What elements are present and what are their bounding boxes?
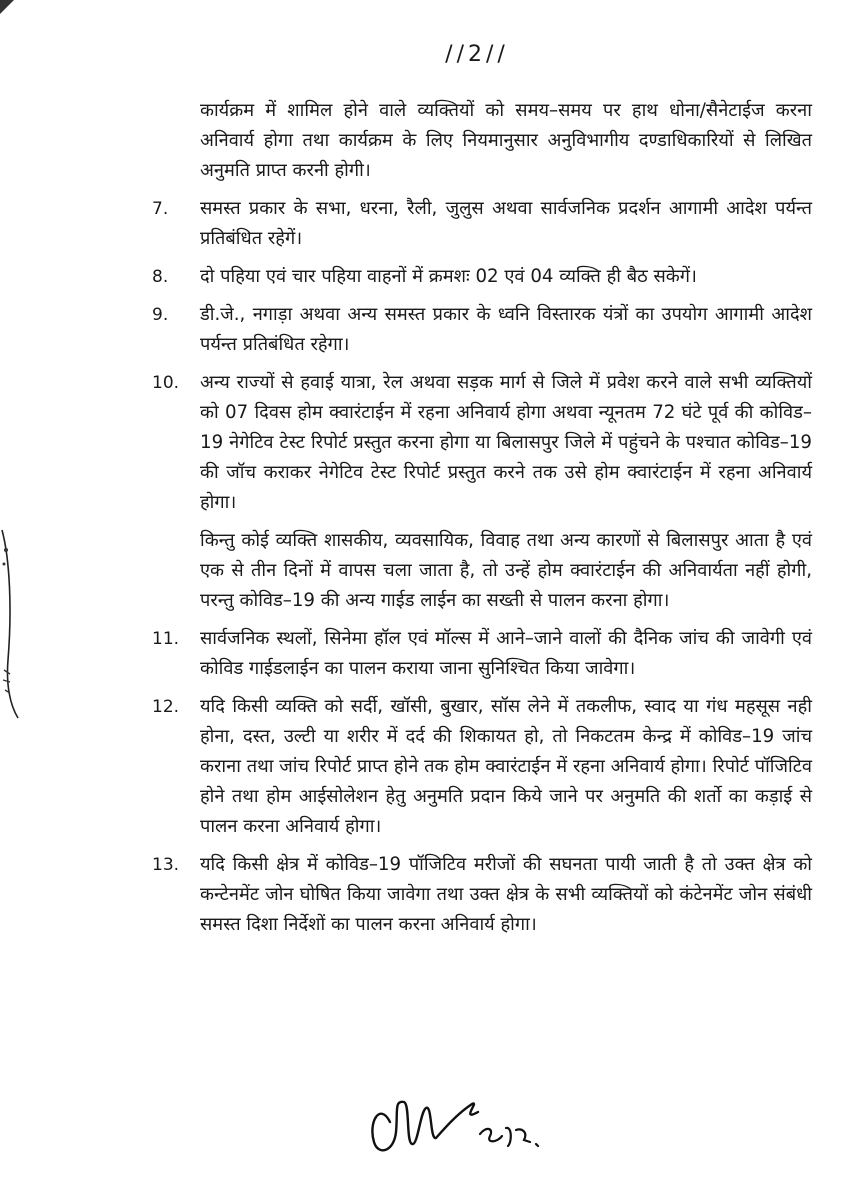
list-item xyxy=(152,262,812,292)
item-text: यदि किसी व्यक्ति को सर्दी, खॉसी, बुखार, सॉस लेने में तकलीफ, स्वाद या गंध महसूस नही होना, दस्त, उल्टी या शरीर में दर्द की शिकायत हो, तो निकटतम केन्द्र में कोविड–19 जांच कराना तथा जांच रिपोर्ट प्राप्त होने तक होम क्वारंटाईन में रहना अनिवार्य होगा। रिपोर्ट पॉजिटिव होने तथा होम आईसोलेशन हेतु अनुमति प्रदान किये जाने पर अनुमति की शर्तो का कड़ाई से पालन करना अनिवार्य होगा। xyxy=(200,696,812,837)
item-number: 8. xyxy=(152,267,169,287)
list-item xyxy=(152,300,812,360)
item-number: 10. xyxy=(152,373,180,393)
list-item xyxy=(152,368,812,616)
item-number: 7. xyxy=(152,199,169,219)
corner-mark-icon xyxy=(0,0,22,22)
item-number: 9. xyxy=(152,305,169,325)
item-text: किन्तु कोई व्यक्ति शासकीय, व्यवसायिक, विवाह तथा अन्य कारणों से बिलासपुर आता है एवं एक से तीन दिनों में वापस चला जाता है, तो उन्हें होम क्वारंटाईन की अनिवार्यता नहीं होगी, परन्तु कोविड–19 की अन्य गाईड लाईन का सख्ती से पालन करना होगा। xyxy=(200,530,812,611)
intro-paragraph: कार्यक्रम में शामिल होने वाले व्यक्तियों को समय–समय पर हाथ धोना/सैनेटाईज करना अनिवार्य होगा तथा कार्यक्रम के लिए नियमानुसार अनुविभागीय दण्डाधिकारियों से लिखित अनुमति प्राप्त करनी होगी। xyxy=(200,100,812,181)
order-body xyxy=(152,96,812,940)
item-text: अन्य राज्यों से हवाई यात्रा, रेल अथवा सड़क मार्ग से जिले में प्रवेश करने वाले सभी व्यक्तियों को 07 दिवस होम क्वारंटाईन में रहना अनिवार्य होगा अथवा न्यूनतम 72 घंटे पूर्व की कोविड–19 नेगेटिव टेस्ट रिपोर्ट प्रस्तुत करना होगा या बिलासपुर जिले में पहुंचने के पश्चात कोविड–19 की जॉच कराकर नेगेटिव टेस्ट रिपोर्ट प्रस्तुत करने तक उसे होम क्वारंटाईन में रहना अनिवार्य होगा। xyxy=(200,372,812,513)
list-item xyxy=(152,692,812,842)
item-text: दो पहिया एवं चार पहिया वाहनों में क्रमशः 02 एवं 04 व्यक्ति ही बैठ सकेगें। xyxy=(200,266,697,287)
list-item xyxy=(152,850,812,940)
item-text: डी.जे., नगाड़ा अथवा अन्य समस्त प्रकार के ध्वनि विस्तारक यंत्रों का उपयोग आगामी आदेश पर्यन्त प्रतिबंधित रहेगा। xyxy=(200,304,812,355)
item-number: 13. xyxy=(152,855,180,875)
list-item xyxy=(152,624,812,684)
list-item xyxy=(152,194,812,254)
item-number: 11. xyxy=(152,629,180,649)
item-number: 12. xyxy=(152,697,180,717)
item-text: यदि किसी क्षेत्र में कोविड–19 पॉजिटिव मरीजों की सघनता पायी जाती है तो उक्त क्षेत्र को कन्टेनमेंट जोन घोषित किया जावेगा तथा उक्त क्षेत्र के सभी व्यक्तियों को कंटेनमेंट जोन संबंधी समस्त दिशा निर्देशों का पालन करना अनिवार्य होगा। xyxy=(200,854,812,935)
item-text: समस्त प्रकार के सभा, धरना, रैली, जुलुस अथवा सार्वजनिक प्रदर्शन आगामी आदेश पर्यन्त प्रतिबंधित रहेगें। xyxy=(200,198,812,249)
stamp-edge-icon xyxy=(0,520,30,720)
page-number: //2// xyxy=(445,42,509,67)
signature-icon xyxy=(360,1082,580,1164)
item-text: सार्वजनिक स्थलों, सिनेमा हॉल एवं मॉल्स में आने–जाने वालों की दैनिक जांच की जावेगी एवं कोविड गाईडलाईन का पालन कराया जाना सुनिश्चित किया जावेगा। xyxy=(200,628,812,679)
